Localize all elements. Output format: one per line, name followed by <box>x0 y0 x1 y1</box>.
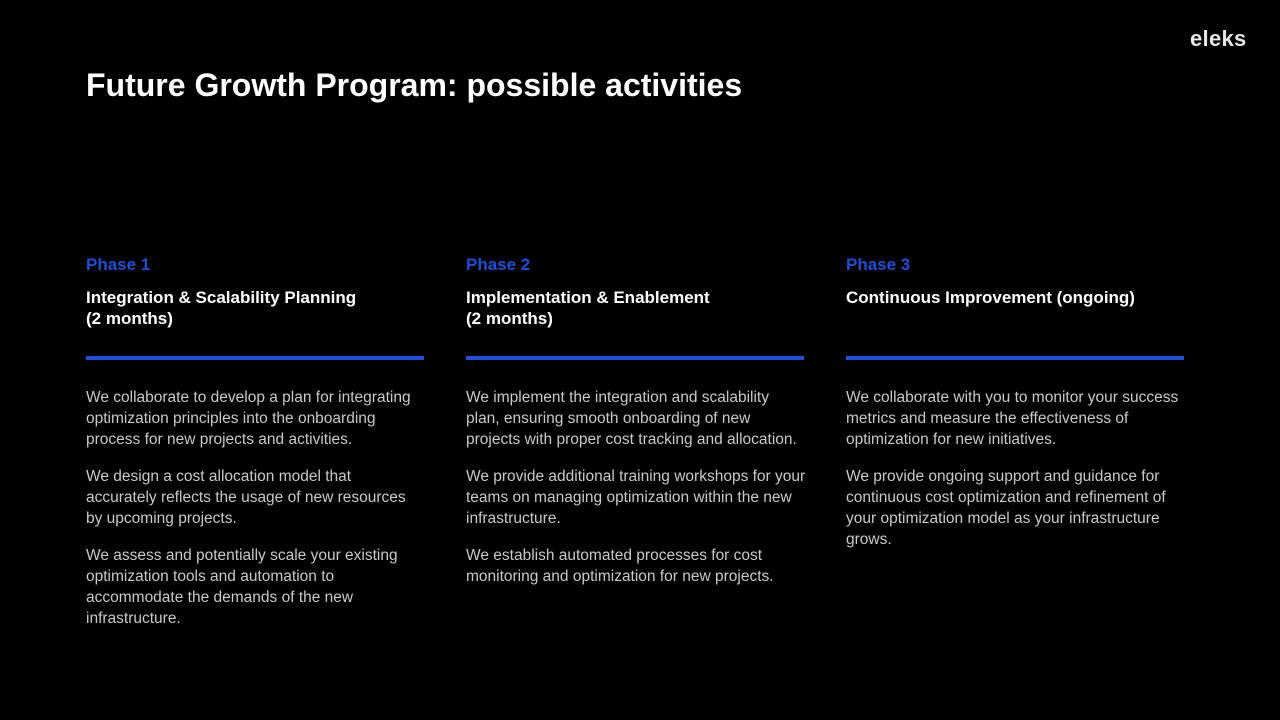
phase-label: Phase 3 <box>846 255 911 274</box>
phase-divider <box>846 356 1184 360</box>
phase-label: Phase 1 <box>86 255 151 274</box>
phase-description <box>466 387 806 587</box>
phase-heading <box>86 287 426 329</box>
phase-paragraph: We collaborate to develop a plan for integrating optimization principles into the onboarding process for new projects and activities. <box>86 389 411 448</box>
phase-description <box>86 387 426 629</box>
phase-paragraph: We implement the integration and scalability plan, ensuring smooth onboarding of new projects with proper cost tracking and allocation. <box>466 389 797 448</box>
phase-label: Phase 2 <box>466 255 531 274</box>
phase-column-2 <box>466 255 806 603</box>
phase-heading-duration: (2 months) <box>86 309 173 328</box>
phase-heading-duration: (2 months) <box>466 309 553 328</box>
phase-paragraph: We design a cost allocation model that accurately reflects the usage of new resources by upcoming projects. <box>86 468 406 527</box>
phase-paragraph: We provide additional training workshops for your teams on managing optimization within the new infrastructure. <box>466 468 806 527</box>
phase-paragraph: We collaborate with you to monitor your success metrics and measure the effectiveness of optimization for new initiatives. <box>846 389 1179 448</box>
phase-column-3 <box>846 255 1186 566</box>
phase-heading-title: Continuous Improvement (ongoing) <box>846 288 1135 307</box>
phase-heading-title: Integration & Scalability Planning <box>86 288 357 307</box>
phase-paragraph: We establish automated processes for cost monitoring and optimization for new projects. <box>466 547 774 585</box>
phase-divider <box>466 356 804 360</box>
phase-divider <box>86 356 424 360</box>
phase-heading-title: Implementation & Enablement <box>466 288 710 307</box>
phase-heading <box>466 287 806 329</box>
eleks-logo: eleks <box>1190 26 1247 51</box>
phase-description <box>846 387 1186 550</box>
phase-paragraph: We assess and potentially scale your existing optimization tools and automation to accommodate the demands of the new infrastructure. <box>86 547 398 627</box>
phase-paragraph: We provide ongoing support and guidance for continuous cost optimization and refinement of your optimization model as your infrastructure grows. <box>846 468 1166 548</box>
phase-heading <box>846 287 1186 329</box>
page-title: Future Growth Program: possible activities <box>86 67 743 103</box>
phase-column-1 <box>86 255 426 645</box>
